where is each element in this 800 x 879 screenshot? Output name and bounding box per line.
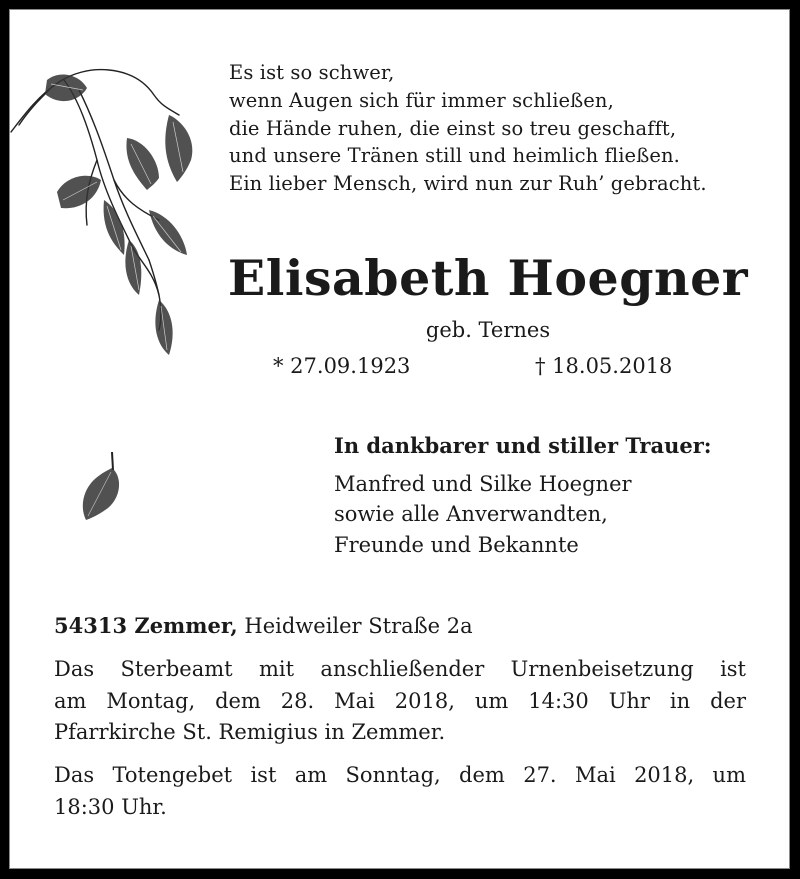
paragraph-line: Pfarrkirche St. Remigius in Zemmer.: [54, 720, 446, 744]
falling-leaf-icon: [78, 448, 128, 523]
birth-date: * 27.09.1923: [273, 354, 411, 378]
poem-line: wenn Augen sich für immer schließen,: [229, 88, 614, 112]
maiden-name: geb. Ternes: [425, 318, 551, 342]
address-street: Heidweiler Straße 2a: [237, 614, 473, 638]
paragraph-line: am Montag, dem 28. Mai 2018, um 14:30 Uhr in der: [54, 688, 746, 713]
memorial-poem: [229, 59, 707, 198]
poem-line: die Hände ruhen, die einst so treu geschafft,: [229, 116, 677, 140]
mourner-line: sowie alle Anverwandten,: [334, 502, 608, 526]
mourner-line: Manfred und Silke Hoegner: [334, 471, 632, 496]
poem-line: und unsere Tränen still und heimlich fließen.: [229, 144, 680, 168]
requiem-mass-info: [54, 654, 746, 749]
paragraph-line: Das Totengebet ist am Sonntag, dem 27. Mai 2018, um: [54, 763, 746, 787]
poem-line: Es ist so schwer,: [229, 61, 395, 84]
prayer-service-info: [54, 760, 746, 823]
death-date: † 18.05.2018: [535, 354, 673, 378]
family-address: [54, 611, 473, 641]
paragraph-line: 18:30 Uhr.: [54, 794, 167, 819]
mourners-block: [334, 431, 712, 560]
paragraph-line: Das Sterbeamt mit anschließender Urnenbeisetzung ist: [54, 657, 746, 681]
mourners-heading: In dankbarer und stiller Trauer:: [334, 433, 712, 458]
poem-line: Ein lieber Mensch, wird nun zur Ruh’ gebracht.: [229, 172, 707, 196]
deceased-name: Elisabeth Hoegner: [227, 249, 749, 307]
mourner-line: Freunde und Bekannte: [334, 532, 579, 557]
address-city: 54313 Zemmer,: [54, 613, 238, 638]
